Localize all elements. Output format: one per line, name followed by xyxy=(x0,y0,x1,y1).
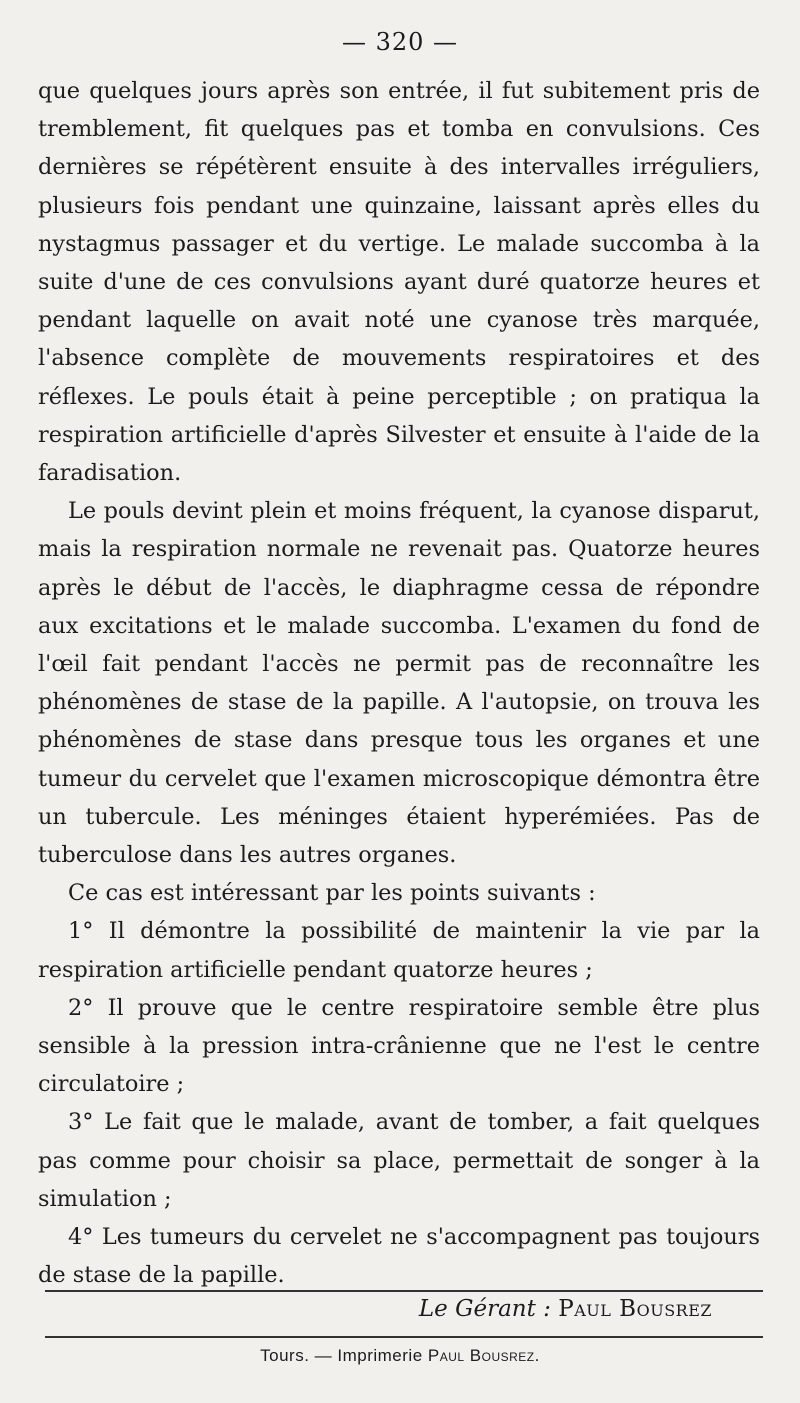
paragraph-intro-points: Ce cas est intéressant par les points suivants : xyxy=(68,880,596,907)
point-4: 4° Les tumeurs du cervelet ne s'accompagnent pas toujours de stase de la papille. xyxy=(38,1224,760,1289)
paragraph-pouls: Le pouls devint plein et moins fréquent, la cyanose disparut, mais la respiration normale ne revenait pas. Quatorze heures après le début de l'accès, le diaphragme cessa de répondre aux excitations et le malade succomba. L'examen du fond de l'œil fait pendant l'accès ne permit pas de reconnaître les phénomènes de stase de la papille. A l'autopsie, on trouva les phénomènes de stase dans presque tous les organes et une tumeur du cervelet que l'examen microscopique démontra être un tubercule. Les méninges étaient hyperémiées. Pas de tuberculose dans les autres organes. xyxy=(38,498,760,869)
printer-line xyxy=(0,1346,800,1366)
point-3: 3° Le fait que le malade, avant de tomber, a fait quelques pas comme pour choisir sa place, permettait de songer à la simulation ; xyxy=(38,1109,760,1212)
printer-prefix: Tours. — Imprimerie xyxy=(260,1346,423,1365)
paragraph-continuation: que quelques jours après son entrée, il fut subitement pris de tremblement, fit quelques pas et tomba en convulsions. Ces dernières se répétèrent ensuite à des intervalles irréguliers, plusieurs fois pendant une quinzaine, laissant après elles du nystagmus passager et du vertige. Le malade succomba à la suite d'une de ces convulsions ayant duré quatorze heures et pendant laquelle on avait noté une cyanose très marquée, l'absence complète de mouvements respiratoires et des réflexes. Le pouls était à peine perceptible ; on pratiqua la respiration artificielle d'après Silvester et ensuite à l'aide de la faradisation. xyxy=(38,78,760,487)
printer-name: Paul Bousrez. xyxy=(427,1346,540,1365)
footer-rule-top xyxy=(45,1290,763,1292)
manager-name: Paul Bousrez xyxy=(558,1296,712,1322)
point-2: 2° Il prouve que le centre respiratoire semble être plus sensible à la pression intra-crânienne que ne l'est le centre circulatoire ; xyxy=(38,994,760,1098)
footer-rule-bottom xyxy=(45,1336,763,1338)
manager-signature xyxy=(0,1296,712,1322)
page-number: — 320 — xyxy=(341,28,459,56)
body-text xyxy=(38,72,760,1295)
point-1: 1° Il démontre la possibilité de maintenir la vie par la respiration artificielle pendant quatorze heures ; xyxy=(38,918,760,983)
manager-role: Le Gérant : xyxy=(418,1296,551,1322)
